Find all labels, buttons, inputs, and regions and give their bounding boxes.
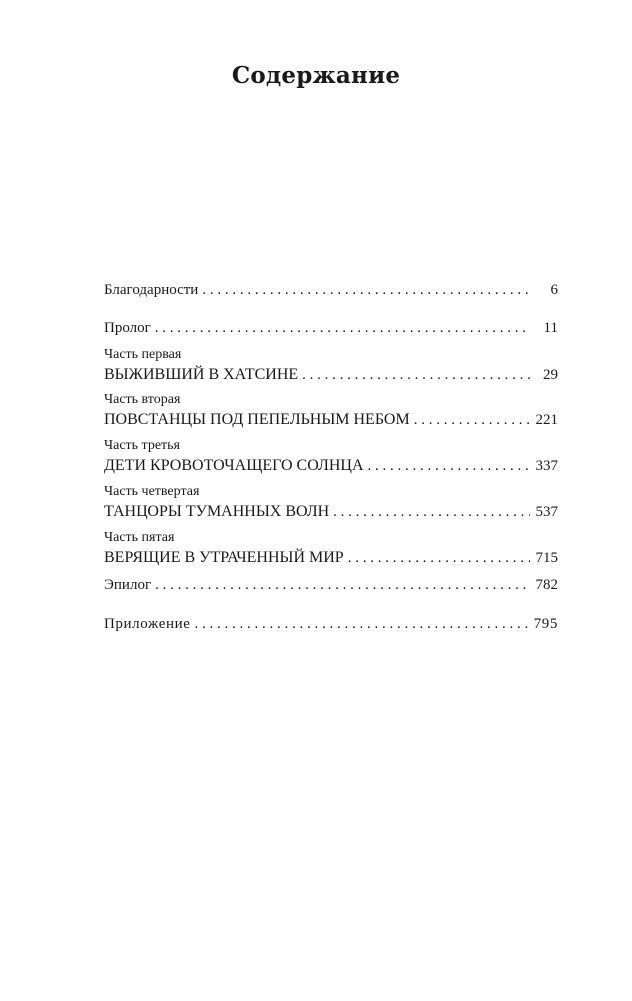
toc-entry-label: Приложение xyxy=(104,616,191,632)
page-title: Содержание xyxy=(231,62,401,89)
dot-leader xyxy=(202,281,530,299)
toc-entry-label: Пролог xyxy=(104,320,151,336)
dot-leader xyxy=(155,319,530,337)
toc-page-number: 11 xyxy=(543,320,558,336)
toc-entry-label: ТАНЦОРЫ ТУМАННЫХ ВОЛН xyxy=(104,503,330,520)
toc-entry-prologue[interactable] xyxy=(104,319,558,337)
toc-part-label: Часть первая xyxy=(104,347,182,362)
toc-entry-part-3[interactable] xyxy=(104,457,558,475)
toc-entry-label: ДЕТИ КРОВОТОЧАЩЕГО СОЛНЦА xyxy=(104,457,364,474)
toc-entry-part-1[interactable] xyxy=(104,366,558,384)
dot-leader xyxy=(155,576,530,594)
toc-entry-part-4[interactable] xyxy=(104,503,558,521)
toc-part-label: Часть четвертая xyxy=(104,484,200,499)
toc-page-number: 6 xyxy=(550,282,558,298)
dot-leader xyxy=(333,503,530,521)
toc-page-number: 537 xyxy=(535,504,558,520)
toc-part-label: Часть третья xyxy=(104,438,180,453)
toc-page-number: 221 xyxy=(535,412,558,428)
toc-entry-epilogue[interactable] xyxy=(104,576,558,594)
toc-entry-label: Благодарности xyxy=(104,282,199,298)
toc-entry-acknowledgements[interactable] xyxy=(104,281,558,299)
toc-entry-label: ВЫЖИВШИЙ В ХАТСИНЕ xyxy=(104,366,299,383)
dot-leader xyxy=(414,411,530,429)
toc-page-number: 337 xyxy=(535,458,558,474)
toc-entry-label: Эпилог xyxy=(104,577,152,593)
table-of-contents xyxy=(104,0,558,1001)
toc-entry-label: ВЕРЯЩИЕ В УТРАЧЕННЫЙ МИР xyxy=(104,549,344,566)
dot-leader xyxy=(302,366,530,384)
toc-page-number: 795 xyxy=(533,616,558,632)
toc-page-number: 782 xyxy=(535,577,558,593)
toc-entry-part-2[interactable] xyxy=(104,411,558,429)
dot-leader xyxy=(195,615,530,633)
toc-page-number: 715 xyxy=(535,550,558,566)
toc-part-label: Часть вторая xyxy=(104,392,181,407)
toc-entry-part-5[interactable] xyxy=(104,549,558,567)
dot-leader xyxy=(368,457,531,475)
toc-part-label: Часть пятая xyxy=(104,530,175,545)
dot-leader xyxy=(348,549,530,567)
toc-entry-label: ПОВСТАНЦЫ ПОД ПЕПЕЛЬНЫМ НЕБОМ xyxy=(104,411,410,428)
toc-entry-appendix[interactable] xyxy=(104,615,558,633)
toc-page-number: 29 xyxy=(543,367,558,383)
